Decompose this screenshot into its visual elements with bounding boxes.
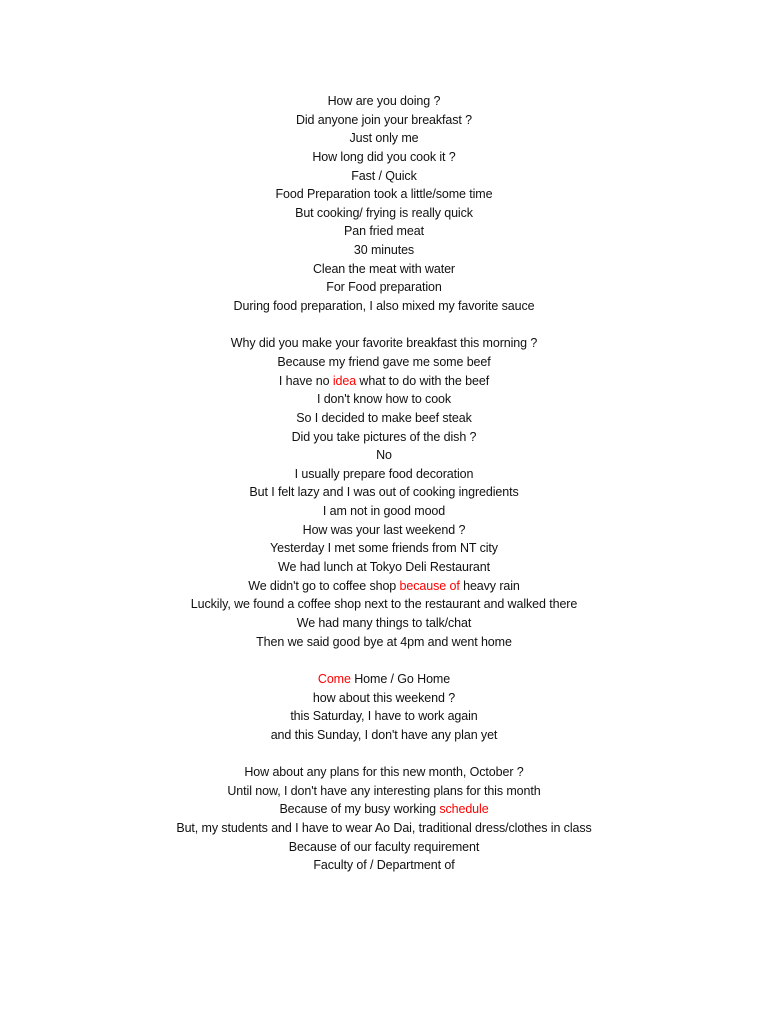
text-line [0,539,768,558]
text-segment: Did you take pictures of the dish ? [291,429,477,444]
text-line [0,465,768,484]
paragraph-gap [0,316,768,335]
text-line [0,167,768,186]
text-segment: But cooking/ frying is really quick [295,205,473,220]
text-segment: 30 minutes [353,243,415,258]
text-segment: How long did you cook it ? [312,149,456,164]
text-segment: I have no [278,373,333,388]
text-line [0,521,768,540]
text-segment: and this Sunday, I don't have any plan yet [270,727,498,742]
text-segment: how about this weekend ? [312,690,456,705]
text-segment: Clean the meat with water [312,261,455,276]
text-segment: Did anyone join your breakfast ? [295,112,473,127]
text-segment: what to do with the beef [356,373,490,388]
text-segment: Because my friend gave me some beef [277,354,491,369]
text-line [0,297,768,316]
highlighted-word: idea [332,373,357,388]
text-segment: Pan fried meat [344,224,424,239]
highlighted-word: Come [317,671,351,686]
text-segment: During food preparation, I also mixed my favorite sauce [233,299,535,314]
text-line [0,614,768,633]
text-segment: We had lunch at Tokyo Deli Restaurant [278,560,490,575]
text-segment: How about any plans for this new month, October ? [244,765,524,780]
text-segment: Fast / Quick [351,168,417,183]
document-page [0,92,768,875]
text-line [0,633,768,652]
text-line [0,428,768,447]
text-line [0,838,768,857]
paragraph-gap [0,744,768,763]
paragraph [0,92,768,316]
text-segment: I am not in good mood [322,504,446,519]
text-segment: Faculty of / Department of [313,858,455,873]
text-segment: Then we said good bye at 4pm and went home [256,634,512,649]
text-line [0,241,768,260]
text-segment: But I felt lazy and I was out of cooking ingredients [249,485,519,500]
text-segment: We didn't go to coffee shop [248,578,400,593]
text-line [0,782,768,801]
text-line [0,558,768,577]
text-line [0,707,768,726]
text-line [0,483,768,502]
text-line [0,595,768,614]
text-line [0,353,768,372]
text-segment: this Saturday, I have to work again [290,709,478,724]
text-line [0,334,768,353]
text-line [0,763,768,782]
text-line [0,204,768,223]
text-segment: Until now, I don't have any interesting plans for this month [227,783,541,798]
text-segment: For Food preparation [326,280,442,295]
text-line [0,689,768,708]
text-segment: I usually prepare food decoration [294,466,474,481]
text-line [0,260,768,279]
text-segment: Why did you make your favorite breakfast this morning ? [230,336,538,351]
text-line [0,502,768,521]
text-segment: We had many things to talk/chat [296,615,472,630]
text-line [0,92,768,111]
text-segment: Just only me [349,131,419,146]
text-segment: Because of my busy working [279,802,440,817]
text-line [0,372,768,391]
text-line [0,111,768,130]
text-segment: How are you doing ? [327,94,441,108]
text-segment: I don't know how to cook [316,392,452,407]
text-line [0,409,768,428]
text-segment: Yesterday I met some friends from NT city [270,541,498,556]
text-segment: But, my students and I have to wear Ao Dai, traditional dress/clothes in class [176,820,592,835]
text-segment: Home / Go Home [350,671,451,686]
text-segment: Because of our faculty requirement [288,839,480,854]
highlighted-word: because of [399,578,460,593]
highlighted-word: schedule [439,802,489,817]
paragraph [0,334,768,651]
text-segment: So I decided to make beef steak [296,410,472,425]
text-line [0,129,768,148]
text-segment: Food Preparation took a little/some time [275,187,493,202]
text-segment: No [376,448,392,463]
text-line [0,577,768,596]
text-segment: heavy rain [459,578,520,593]
text-line [0,819,768,838]
text-segment: Luckily, we found a coffee shop next to the restaurant and walked there [190,597,578,612]
text-line [0,726,768,745]
text-line [0,390,768,409]
paragraph-gap [0,651,768,670]
text-line [0,800,768,819]
text-line [0,222,768,241]
paragraph [0,763,768,875]
text-line [0,670,768,689]
text-line [0,278,768,297]
text-segment: How was your last weekend ? [302,522,466,537]
text-line [0,185,768,204]
text-line [0,446,768,465]
text-line [0,148,768,167]
text-line [0,856,768,875]
paragraph [0,670,768,745]
